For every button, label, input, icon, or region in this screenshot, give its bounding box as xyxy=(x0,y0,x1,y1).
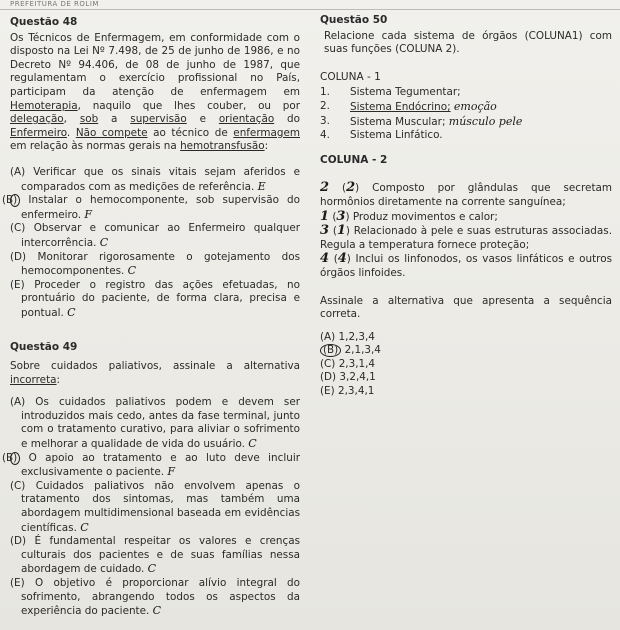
q49-option-d[interactable]: (D) É fundamental respeitar os valores e crenças culturais dos pacientes e de suas famílias nessa abordagem de cuidado. C xyxy=(10,535,300,576)
q50-answer-d[interactable]: (D) 3,2,4,1 xyxy=(320,371,376,384)
q48-option-c[interactable]: (C) Observar e comunicar ao Enfermeiro qualquer intercorrência. C xyxy=(10,222,301,249)
q50-col1-item: 3. Sistema Muscular; músculo pele xyxy=(320,114,523,128)
q50-col1-item: 4. Sistema Linfático. xyxy=(320,129,443,142)
q49-option-c[interactable]: (C) Cuidados paliativos não envolvem apenas o tratamento dos sintomas, mas também uma abordagem multidimensional baseada em evidências científicas. C xyxy=(10,479,300,534)
q48-option-b[interactable]: (B) Instalar o hemocomponente, sob supervisão do enfermeiro. F xyxy=(2,194,301,221)
q50-col1-item: 1. Sistema Tegumentar; xyxy=(320,86,461,99)
q50-col1-title: COLUNA - 1 xyxy=(320,70,381,83)
q50-title: Questão 50 xyxy=(320,14,388,26)
q48-option-d[interactable]: (D) Monitorar rigorosamente o gotejamento dos hemocomponentes. C xyxy=(10,250,300,278)
q50-col2-item[interactable]: 3 (1) Relacionado à pele e suas estruturas associadas. Regula a temperatura fornece proteção; xyxy=(320,223,612,251)
q49-option-b[interactable]: (B) O apoio ao tratamento e ao luto deve incluir exclusivamente o paciente. F xyxy=(2,451,300,479)
right-column xyxy=(320,14,612,399)
q50-answer-c[interactable]: (C) 2,3,1,4 xyxy=(320,357,376,370)
q50-col2-item[interactable]: 1 (3) Produz movimentos e calor; xyxy=(320,208,498,224)
header-divider xyxy=(0,9,620,10)
q50-answer-e[interactable]: (E) 2,3,4,1 xyxy=(320,385,375,398)
q50-statement: Relacione cada sistema de órgãos (COLUNA1) com suas funções (COLUNA 2). xyxy=(324,29,612,56)
q50-instruction: Assinale a alternativa que apresenta a sequência correta. xyxy=(320,294,612,321)
q50-col2-item[interactable]: 2 (2) Composto por glândulas que secretam hormônios diretamente na corrente sanguínea; xyxy=(320,180,613,208)
q48-option-e[interactable]: (E) Proceder o registro das ações efetuadas, no prontuário do paciente, de forma clara, precisa e pontual. C xyxy=(10,278,300,319)
q50-col2-title: COLUNA - 2 xyxy=(320,153,388,166)
q50-answer-a[interactable]: (A) 1,2,3,4 xyxy=(320,330,375,343)
q49-option-e[interactable]: (E) O objetivo é proporcionar alívio integral do sofrimento, abrangendo todos os aspectos da experiência do paciente. C xyxy=(10,576,301,618)
q48-option-a[interactable]: (A) Verificar que os sinais vitais sejam aferidos e comparados com as medições de referência. E xyxy=(10,165,300,193)
q50-col1-item: 2. Sistema Endócrino; emoção xyxy=(320,99,497,113)
q49-title: Questão 49 xyxy=(10,341,78,354)
left-column xyxy=(2,16,301,619)
q50-col2-item[interactable]: 4 (4) Inclui os linfonodos, os vasos linfáticos e outros órgãos linfoides. xyxy=(320,251,612,279)
q49-option-a[interactable]: (A) Os cuidados paliativos podem e devem ser introduzidos mais cedo, antes da fase terminal, junto com o tratamento curativo, para aliviar o sofrimento e melhorar a qualidade de vida do usuário. C xyxy=(10,396,300,451)
header-institution: PREFEITURA DE ROLIM xyxy=(10,0,99,8)
q48-statement: Os Técnicos de Enfermagem, em conformidade com o disposto na Lei Nº 7.498, de 25 de junho de 1986, e no Decreto Nº 94.406, de 08 de junho de 1987, que regulamentam o exercício profissional no País, participam da atenção de enfermagem em Hemoterapia, naquilo que lhes couber, ou por delegação, sob a supervisão e orientação do Enfermeiro. Não compete ao técnico de enfermagem em relação às normas gerais na hemotransfusão: xyxy=(10,31,301,153)
q48-title: Questão 48 xyxy=(10,16,78,28)
q50-answer-b[interactable]: (B) 2,1,3,4 xyxy=(320,344,612,358)
q49-statement: Sobre cuidados paliativos, assinale a alternativa incorreta: xyxy=(10,360,300,386)
